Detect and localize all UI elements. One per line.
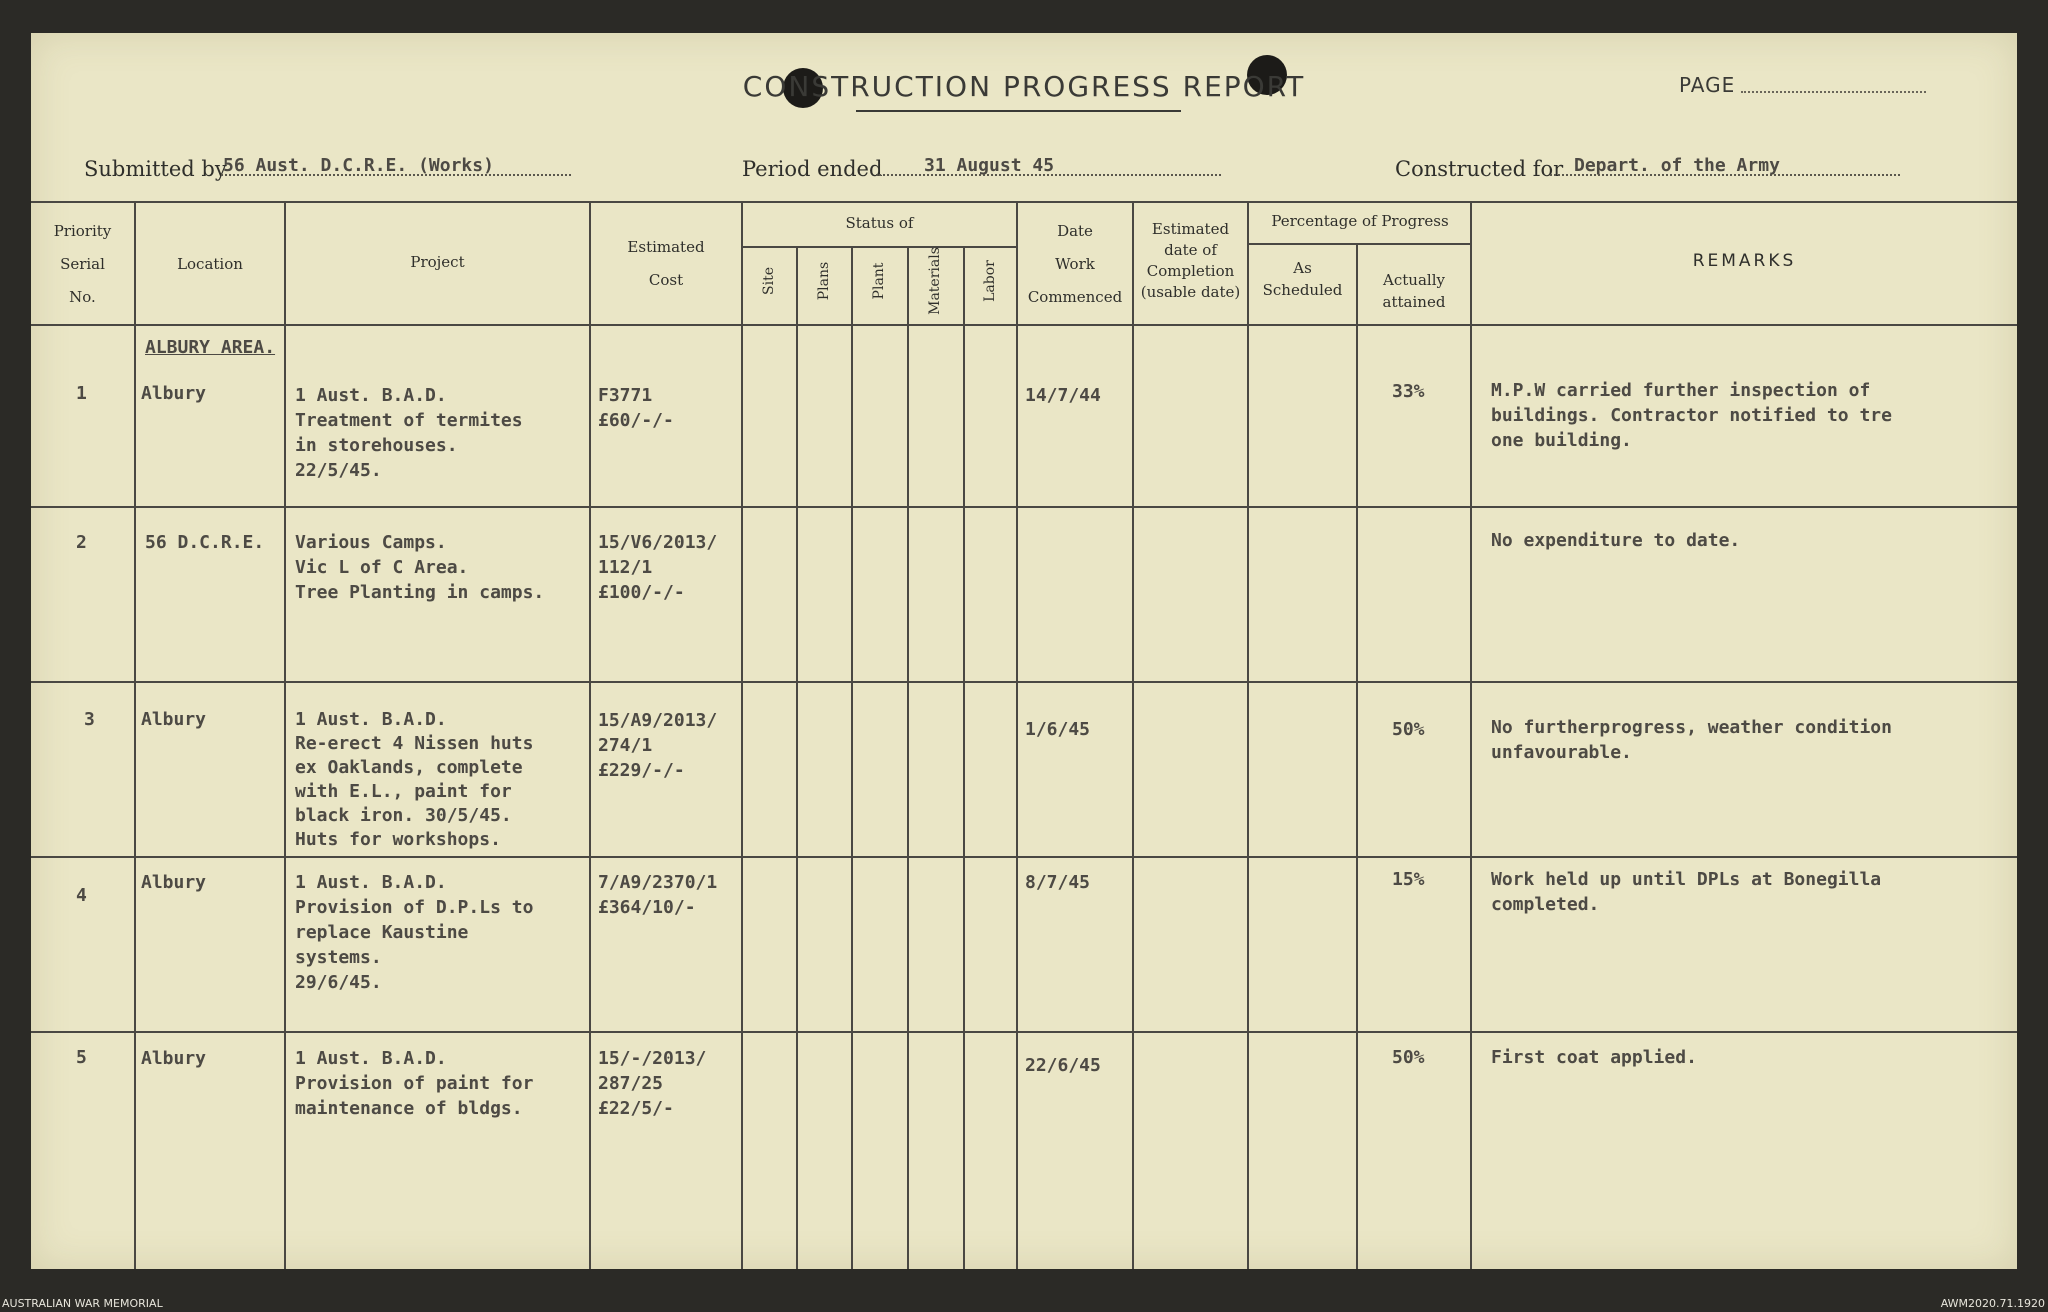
- column-rule: [907, 246, 909, 1269]
- col-status-header: Status of: [845, 214, 914, 232]
- row-project: 1 Aust. B.A.D. Provision of D.P.Ls to replace Kaustine systems. 29/6/45.: [295, 872, 534, 993]
- header-bottom-rule: [31, 324, 2017, 326]
- row-rule: [31, 681, 2017, 683]
- constructed-for-value: Depart. of the Army: [1574, 155, 1780, 176]
- col-actually-attained-header: Actually attained: [1382, 271, 1446, 311]
- row-remarks: First coat applied.: [1491, 1047, 1697, 1068]
- table-top-rule: [31, 201, 2017, 203]
- report-form: [31, 33, 2017, 1269]
- col-date-commenced-header: Date Work Commenced: [1027, 222, 1123, 306]
- col-project-header: Project: [410, 253, 465, 271]
- page-label: PAGE: [1679, 73, 1736, 97]
- percentage-subheader-rule: [1249, 243, 1471, 245]
- col-est-completion-header: Estimated date of Completion (usable date): [1140, 220, 1241, 301]
- row-serial: 3: [84, 709, 95, 730]
- row-rule: [31, 856, 2017, 858]
- form-title: CONSTRUCTION PROGRESS REPORT: [742, 70, 1306, 103]
- column-rule: [1132, 201, 1134, 1269]
- column-rule: [963, 246, 965, 1269]
- col-percentage-header: Percentage of Progress: [1271, 212, 1449, 230]
- row-remarks: No expenditure to date.: [1491, 530, 1741, 551]
- row-project: Various Camps. Vic L of C Area. Tree Planting in camps.: [295, 532, 545, 603]
- row-project: 1 Aust. B.A.D. Re-erect 4 Nissen huts ex Oaklands, complete with E.L., paint for black iron. 30/5/45. Huts for workshops.: [295, 709, 534, 850]
- row-location: Albury: [141, 709, 207, 730]
- row-actually-attained: 33%: [1392, 381, 1425, 402]
- column-rule: [1247, 201, 1249, 1269]
- row-remarks: Work held up until DPLs at Bonegilla completed.: [1491, 869, 1882, 915]
- col-remarks-header: REMARKS: [1692, 251, 1797, 271]
- column-rule: [796, 246, 798, 1269]
- col-labor-header: Labor: [982, 260, 998, 302]
- col-as-scheduled-header: As Scheduled: [1262, 259, 1343, 299]
- row-remarks: No furtherprogress, weather condition unfavourable.: [1491, 717, 1892, 763]
- row-remarks: M.P.W carried further inspection of buildings. Contractor notified to tre one building.: [1491, 380, 1892, 451]
- column-rule: [284, 201, 286, 1269]
- row-cost: 15/-/2013/ 287/25 £22/5/-: [598, 1048, 707, 1119]
- row-serial: 5: [76, 1047, 87, 1068]
- column-rule: [589, 201, 591, 1269]
- row-location: 56 D.C.R.E.: [145, 532, 265, 553]
- row-rule: [31, 506, 2017, 508]
- row-actually-attained: 15%: [1392, 869, 1425, 890]
- column-rule: [1470, 201, 1472, 1269]
- column-rule: [741, 201, 743, 1269]
- row-date-commenced: 8/7/45: [1025, 872, 1091, 893]
- col-site-header: Site: [761, 267, 777, 295]
- footer-accession-number: AWM2020.71.1920: [1940, 1297, 2045, 1310]
- row-date-commenced: 1/6/45: [1025, 719, 1091, 740]
- page-number-line: [1741, 91, 1926, 93]
- col-plans-header: Plans: [816, 261, 832, 301]
- area-heading: ALBURY AREA.: [145, 337, 276, 358]
- period-ended-value: 31 August 45: [924, 155, 1055, 176]
- column-rule: [1356, 243, 1358, 1269]
- row-project: 1 Aust. B.A.D. Treatment of termites in storehouses. 22/5/45.: [295, 385, 523, 481]
- row-date-commenced: 14/7/44: [1025, 385, 1101, 406]
- row-serial: 4: [76, 885, 87, 906]
- row-serial: 1: [76, 383, 87, 404]
- title-underline: [856, 110, 1181, 112]
- row-date-commenced: 22/6/45: [1025, 1055, 1101, 1076]
- row-cost: 15/V6/2013/ 112/1 £100/-/-: [598, 532, 718, 603]
- submitted-by-label: Submitted by: [84, 157, 227, 181]
- row-location: Albury: [141, 872, 207, 893]
- row-location: Albury: [141, 383, 207, 404]
- row-project: 1 Aust. B.A.D. Provision of paint for maintenance of bldgs.: [295, 1048, 534, 1119]
- period-ended-label: Period ended: [742, 157, 883, 181]
- row-rule: [31, 1031, 2017, 1033]
- row-cost: 15/A9/2013/ 274/1 £229/-/-: [598, 710, 718, 781]
- constructed-for-label: Constructed for: [1395, 157, 1564, 181]
- column-rule: [134, 201, 136, 1269]
- row-actually-attained: 50%: [1392, 1047, 1425, 1068]
- col-materials-header: Materials: [927, 247, 943, 315]
- submitted-by-value: 56 Aust. D.C.R.E. (Works): [223, 155, 494, 176]
- col-location-header: Location: [177, 255, 243, 273]
- row-location: Albury: [141, 1048, 207, 1069]
- col-cost-header: Estimated Cost: [627, 238, 705, 289]
- column-rule: [1016, 201, 1018, 1269]
- row-serial: 2: [76, 532, 87, 553]
- row-actually-attained: 50%: [1392, 719, 1425, 740]
- footer-credit: AUSTRALIAN WAR MEMORIAL: [2, 1297, 163, 1310]
- row-cost: F3771 £60/-/-: [598, 385, 674, 431]
- col-priority-header: Priority Serial No.: [53, 222, 112, 306]
- row-cost: 7/A9/2370/1 £364/10/-: [598, 872, 718, 918]
- column-rule: [851, 246, 853, 1269]
- col-plant-header: Plant: [871, 262, 887, 300]
